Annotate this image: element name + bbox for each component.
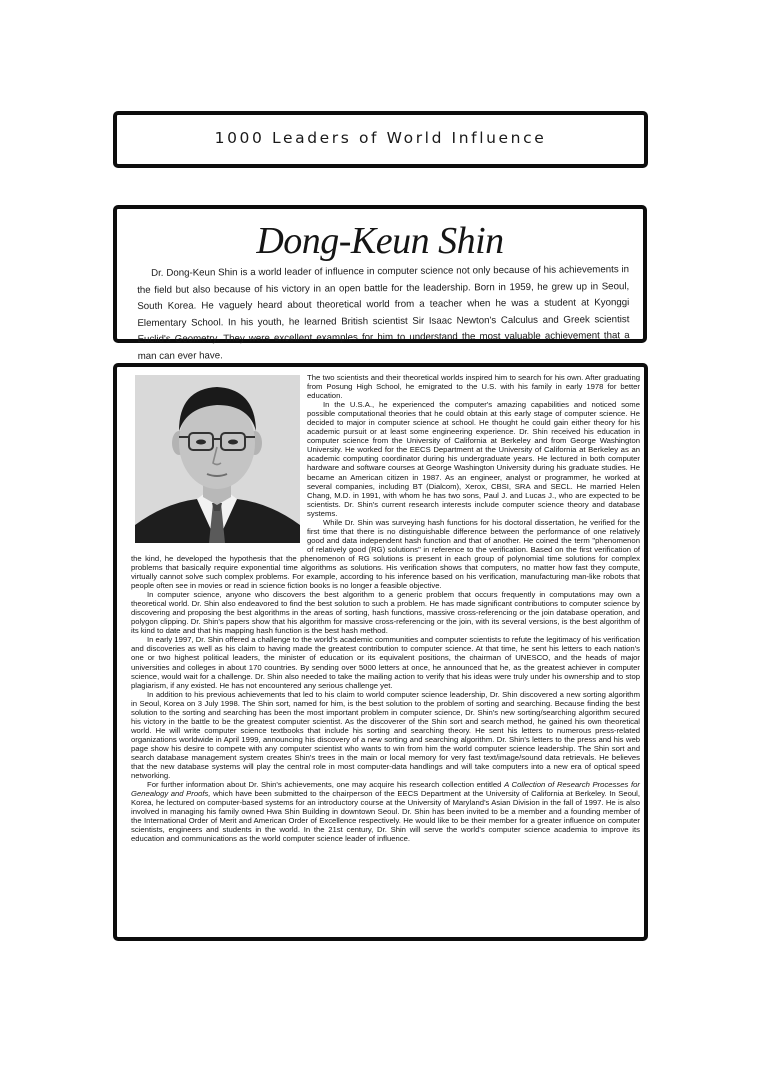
body-paragraph-last [131,780,640,843]
intro-paragraph: Dr. Dong-Keun Shin is a world leader of influence in computer science not only because of his achievements in the field but also because of his victory in an open battle for the leadership. Born in 1959, he grew up in Seoul, South Korea. He vaguely heard about theoretical world from a teacher when he was a student at Kyonggi Elementary School. In his youth, he learned British scientist Sir Isaac Newton's Calculus and Greek scientist Euclid's Geometry. They were excellent examples for him to understand the most valuable achievement that a man can ever have. [137,264,630,362]
body-paragraph: While Dr. Shin was surveying hash functions for his doctoral dissertation, he verified for the first time that there is no distinguishable difference between the performance of one relatively good and data independent hash function and that of another. He coined the term "phenomenon of relatively good (RG) solutions" in reference to the verification. Based on the first verification of the kind, he developed the hypothesis that the phenomenon of RG solutions is present in each group of polynomial time solutions for complex problems that basically require exponential time algorithms as solutions. His verification shows that computers, no matter how fast they compute, virtually cannot solve such complex problems. For example, according to his inference based on his verification, manufacturing man-like robots that people often see in movies or read in science fiction books is no longer a feasible objective. [131,517,640,591]
body-paragraph: In early 1997, Dr. Shin offered a challenge to the world's academic communities and computer scientists to refute the legitimacy of his verification and discoveries as well as his claim to having made the greatest contribution to computer science. At that time, he sent his letters to each nation's one or two highest political leaders, the minister of education or its equivalent positions, the chairman of UNESCO, and the heads of major universities and colleges in about 170 countries. By sending over 5000 letters at once, he announced that he, as the greatest achiever in computer science, would wait for a challenge. Dr. Shin also needed to take the mailing action to verify that his ideas were truly under his ownership and to stop plagiarism, if any existed. He has not encountered any serious challenge yet. [131,635,640,690]
body-paragraph: The two scientists and their theoretical worlds inspired him to search for his own. After graduating from Posung High School, he emigrated to the U.S. with his family in early 1978 for better education. [307,373,640,401]
last-paragraph-end: which have been submitted to the chairperson of the EECS Department at the University of California at Berkeley. In Seoul, Korea, he lectured on computer-based systems for an introductory course at the University of Maryland's Asian Division in the fall of 1997. He is also involved in managing his family owned Hwa Shin Building in downtown Seoul. Dr. Shin has been invited to be a member and a founding member of the International Order of Merit and American Order of Excellence respectively. He would like to be their member for a greater influence on computer scientists, engineers and students in the world. In the 21st century, Dr. Shin will serve the world's computer science academia to improve its education and communications as the world computer science leader of influence. [131,789,640,844]
intro-panel [113,205,647,362]
collection-title: A Collection of Research Processes for Genealogy and Proofs, [131,780,640,799]
person-name: Dong-Keun Shin [256,220,504,262]
biography-panel [113,363,648,941]
body-paragraph: In computer science, anyone who discovers the best algorithm to a generic problem that occurs frequently in computations may own a theoretical world. Dr. Shin also endeavored to find the best solution to such a problem. He has made significant contributions to computer science by discovering and proposing the best algorithms in the areas of sorting, hash functions, massive cross-referencing or the join database operation, and polygon clipping. Dr. Shin's papers show that his algorithm for massive cross-referencing or the join, with its several versions, is the best algorithm of its kind to date and that his mapping hash function is the best hash method. [131,590,640,636]
body-paragraph: In the U.S.A., he experienced the computer's amazing capabilities and noticed some possible computational theories that he could obtain at this early stage of computer science. He decided to major in computer science at school. He thought he could gain either theory for his academic pursuit or at least some engineering experience. Dr. Shin received his education in computer science from the University of California at Berkeley and from George Washington University. He worked for the EECS Department at the University of California at Berkeley as an academic computing coordinator during his undergraduate years. He lectured in both computer hardware and software courses at George Washington University during his graduate studies. He became an American citizen in 1987. As an engineer, analyst or programmer, he worked at several companies, including BT (Dialcom), Xerox, CBSI, SRA and SECL. He married Helen Chang, M.D. in 1991, with whom he has two sons, Paul J. and Lucas J., who are expected to be scientists. Dr. Shin's current research interests include computer science theory and database systems. [307,400,640,518]
header-banner [113,111,648,168]
body-paragraph: In addition to his previous achievements that led to his claim to world computer science leadership, Dr. Shin discovered a new sorting algorithm in Seoul, Korea on 3 July 1998. The Shin sort, named for him, is the best solution to the problem of sorting and searching. Because finding the best solution to the sorting and searching has been the most important problem in computer science, Dr. Shin's new sorting/searching algorithm secured his victory in the battle to be the greatest computer scientist. As the discoverer of the Shin sort and search method, he gained his own theoretical world. He will write computer science textbooks that include his sorting and searching theory. He sent his letters to numerous press-related organizations worldwide in April 1999, announcing his discovery of a new sorting and searching algorithm. Dr. Shin's letters to the press and his web page show his desire to compete with any computer scientist who wants to win from him the world computer science leadership. The Shin sort and search database management system creates Shin's trees in the main or local memory for very fast text/image/sound data retrievals. He believes that the new database systems will play the central role in most computer-data handlings and will take computers into a new era of optical speed networking. [131,689,640,781]
biography-text [131,373,640,843]
book-title: 1000 Leaders of World Influence [214,129,547,147]
last-paragraph-start: For further information about Dr. Shin's achievements, one may acquire his research collection entitled [147,780,505,790]
